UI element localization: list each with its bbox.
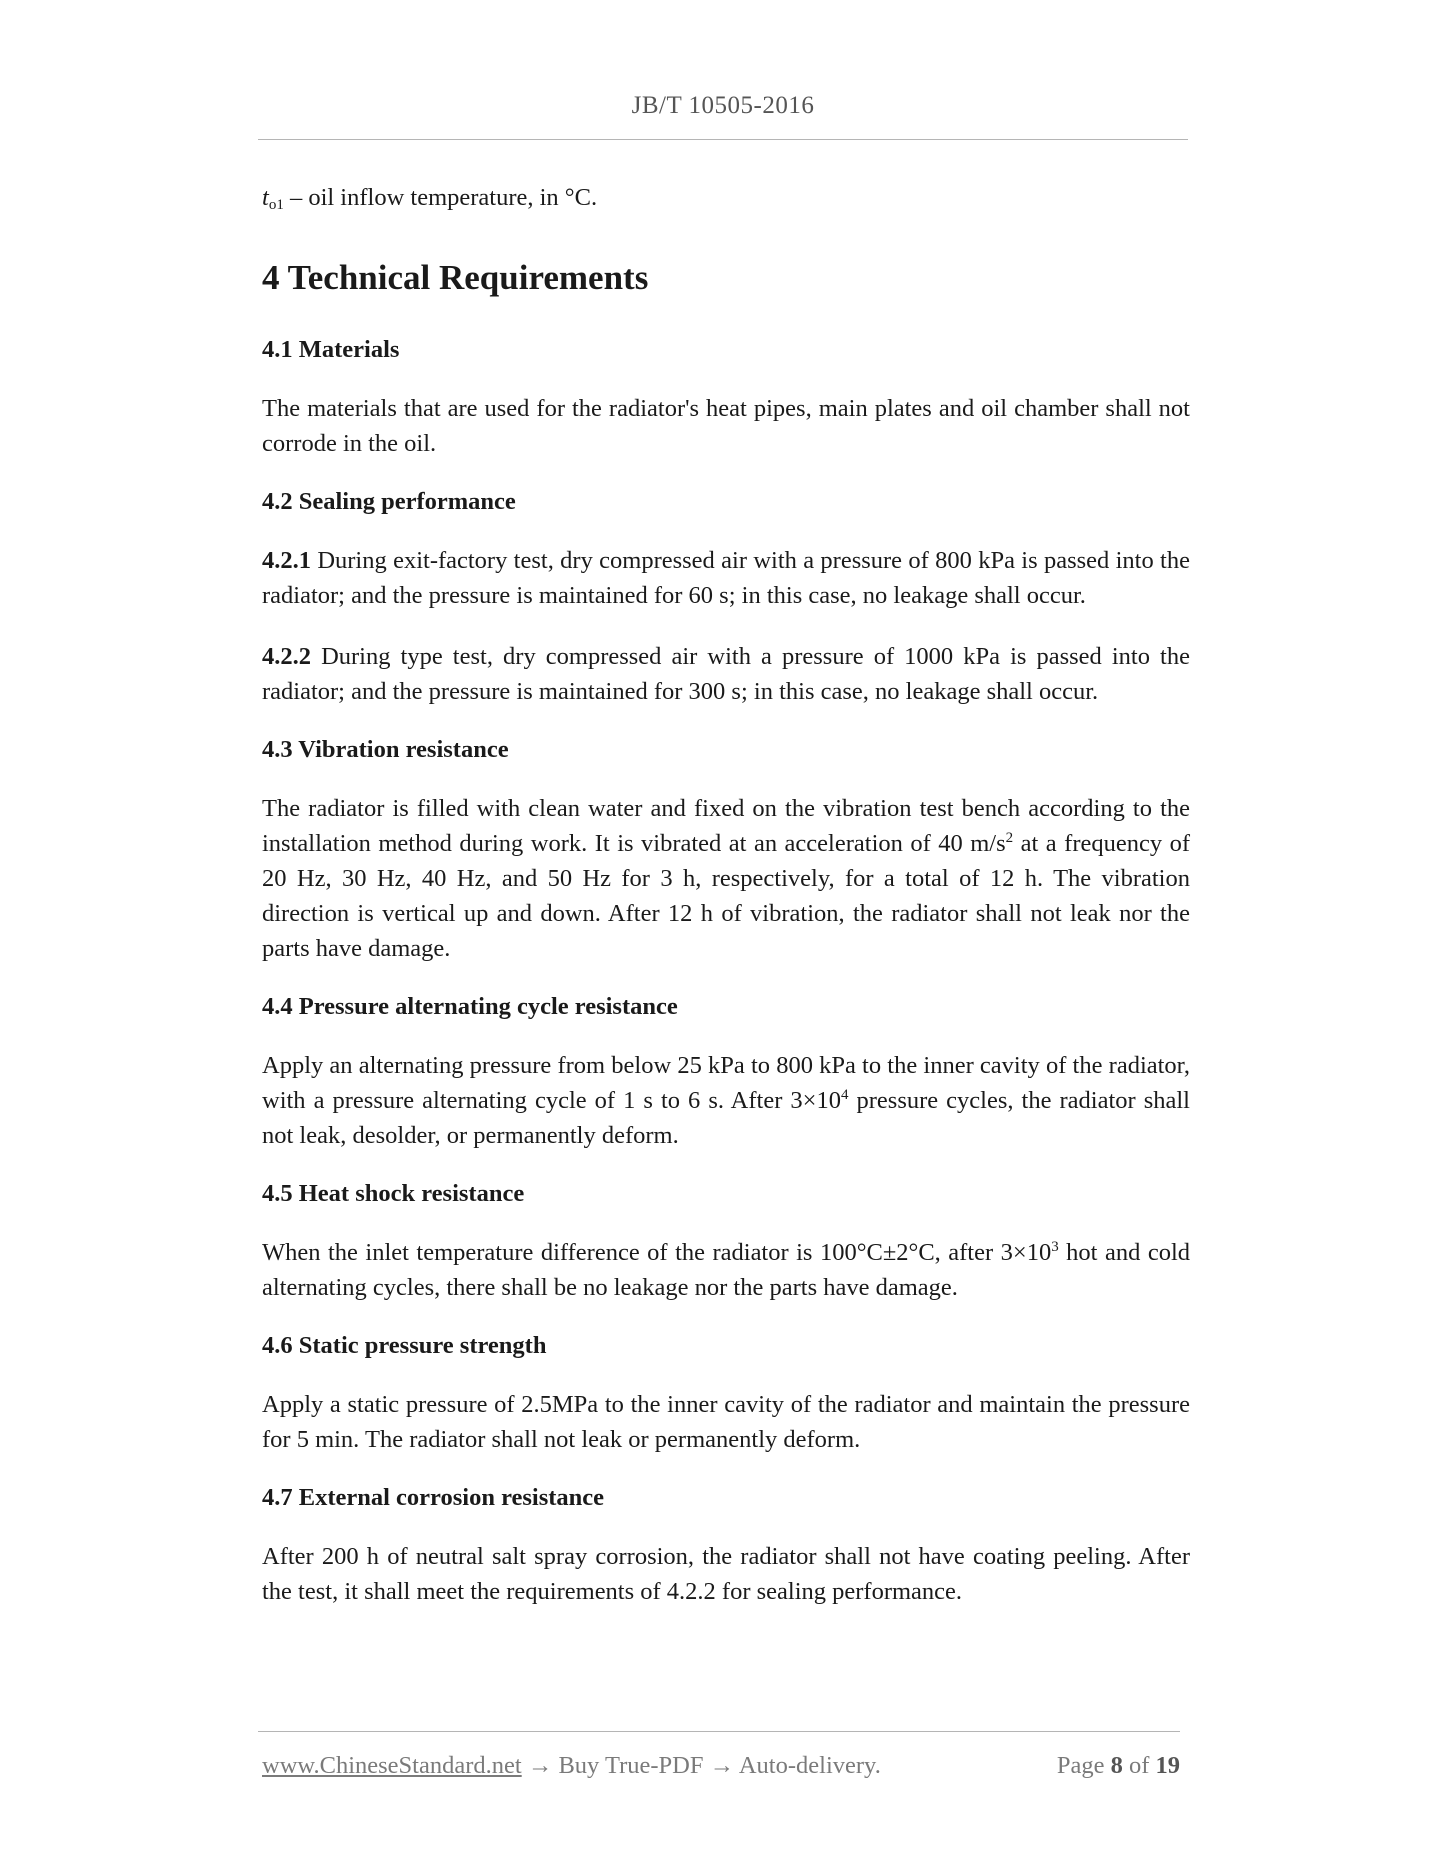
page-label: Page <box>1056 1752 1111 1779</box>
heading-4-4: 4.4 Pressure alternating cycle resistance <box>262 993 678 1020</box>
variable-definition <box>262 180 1190 223</box>
superscript: 2 <box>1005 830 1014 846</box>
paragraph-4-3 <box>262 791 1190 966</box>
text-part: at a frequency of 20 Hz, 30 Hz, 40 Hz, and 50 Hz for 3 h, respectively, for a total of 12 h. The vibration direction is vertical up and down. After 12 h of vibration, the radiator shall not leak nor the parts have damage. <box>262 830 1191 962</box>
heading-4-3: 4.3 Vibration resistance <box>262 736 509 763</box>
website-link[interactable]: www.ChineseStandard.net <box>262 1752 522 1779</box>
page-content <box>262 180 1190 1635</box>
paragraph-4-2-1 <box>262 543 1190 613</box>
heading-4-7: 4.7 External corrosion resistance <box>262 1484 605 1511</box>
paragraph-4-2-2 <box>262 639 1190 709</box>
text-part: Apply an alternating pressure from below 25 kPa to 800 kPa to the inner cavity of the radiator, with a pressure alternating cycle of 1 s to 6 s. After 3×10 <box>262 1052 1190 1114</box>
clause-number: 4.2.1 <box>262 547 311 574</box>
text-part: When the inlet temperature difference of the radiator is 100°C±2°C, after 3×10 <box>262 1239 1052 1266</box>
clause-number: 4.2.2 <box>262 643 311 670</box>
paragraph-4-1: The materials that are used for the radiator's heat pipes, main plates and oil chamber shall not corrode in the oil. <box>262 395 1190 457</box>
footer-divider <box>258 1731 1180 1732</box>
variable-subscript: o1 <box>268 197 284 213</box>
clause-text: During exit-factory test, dry compressed air with a pressure of 800 kPa is passed into the radiator; and the pressure is maintained for 60 s; in this case, no leakage shall occur. <box>262 547 1190 609</box>
section-title: 4 Technical Requirements <box>262 258 649 297</box>
heading-4-5: 4.5 Heat shock resistance <box>262 1180 525 1207</box>
variable-description: – oil inflow temperature, in °C. <box>283 184 598 211</box>
superscript: 3 <box>1051 1239 1059 1255</box>
footer-tagline: → Buy True-PDF → Auto-delivery. <box>521 1752 881 1779</box>
variable-symbol: t <box>262 184 269 211</box>
clause-text: During type test, dry compressed air with a pressure of 1000 kPa is passed into the radiator; and the pressure is maintained for 300 s; in this case, no leakage shall occur. <box>262 643 1190 705</box>
page-footer <box>262 1752 1180 1780</box>
text-part: The radiator is filled with clean water and fixed on the vibration test bench according to the installation method during work. It is vibrated at an acceleration of 40 m/s <box>262 795 1190 857</box>
paragraph-4-7: After 200 h of neutral salt spray corrosion, the radiator shall not have coating peeling. After the test, it shall meet the requirements of 4.2.2 for sealing performance. <box>262 1543 1190 1605</box>
paragraph-4-6: Apply a static pressure of 2.5MPa to the inner cavity of the radiator and maintain the pressure for 5 min. The radiator shall not leak or permanently deform. <box>262 1391 1190 1453</box>
paragraph-4-4 <box>262 1048 1190 1153</box>
heading-4-1: 4.1 Materials <box>262 336 400 363</box>
current-page: 8 <box>1110 1752 1123 1779</box>
heading-4-6: 4.6 Static pressure strength <box>262 1332 547 1359</box>
page-number <box>1057 1752 1180 1780</box>
text-part: pressure cycles, the radiator shall not leak, desolder, or permanently deform. <box>262 1087 1190 1149</box>
paragraph-4-5 <box>262 1235 1190 1305</box>
header-divider <box>258 139 1188 140</box>
text-part: hot and cold alternating cycles, there shall be no leakage nor the parts have damage. <box>262 1239 1190 1301</box>
of-label: of <box>1122 1752 1156 1779</box>
heading-4-2: 4.2 Sealing performance <box>262 488 516 515</box>
total-pages: 19 <box>1155 1752 1180 1779</box>
superscript: 4 <box>840 1087 849 1103</box>
document-code-header: JB/T 10505-2016 <box>631 92 815 119</box>
